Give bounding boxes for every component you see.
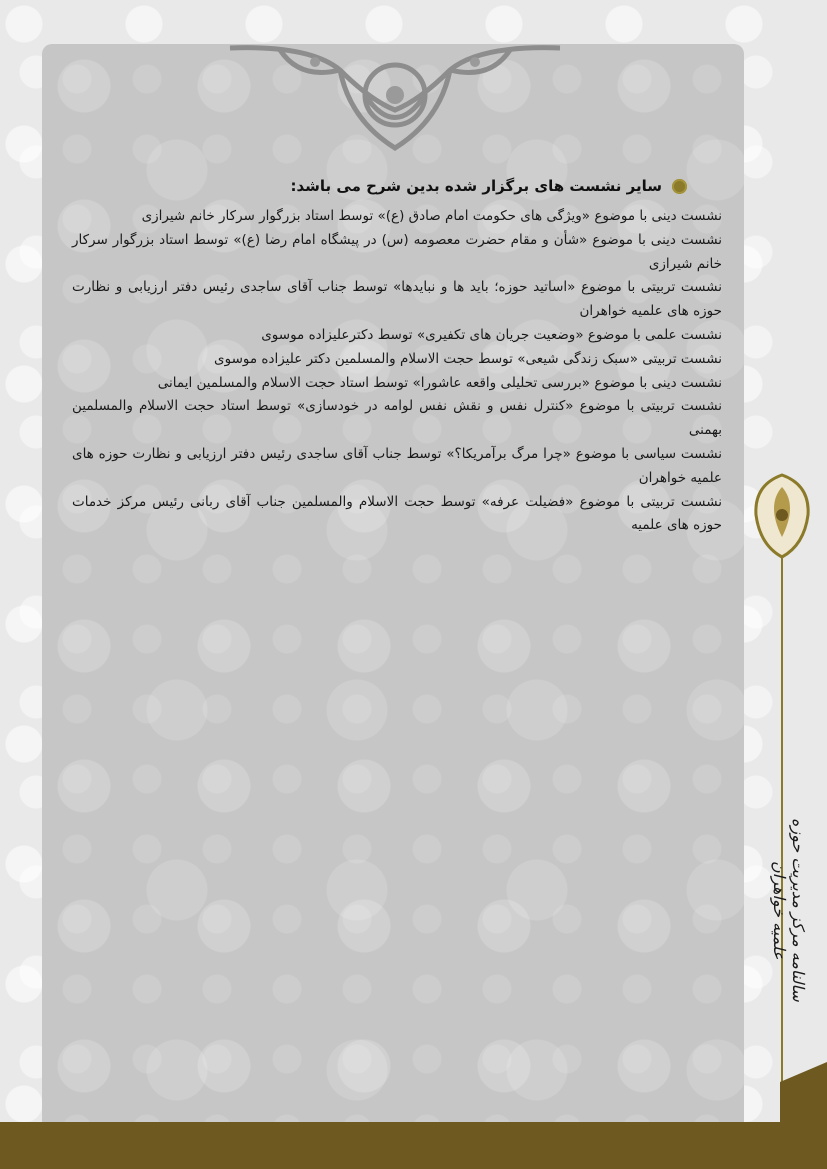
- session-item-1: نشست دینی با موضوع «ویژگی های حکومت امام صادق (ع)» توسط استاد بزرگوار سرکار خانم شیرازی: [141, 208, 722, 224]
- session-item-3: نشست تربیتی با موضوع «اساتید حوزه؛ باید ها و نبایدها» توسط جناب آقای ساجدی رئیس دفتر ارزیابی و نظارت حوزه های علمیه خواهران: [72, 279, 722, 320]
- session-item-5: نشست تربیتی «سبک زندگی شیعی» توسط حجت الاسلام والمسلمین دکتر علیزاده موسوی: [214, 350, 722, 367]
- session-item-4: نشست علمی با موضوع «وضعیت جریان های تکفیری» توسط دکترعلیزاده موسوی: [261, 326, 722, 343]
- session-item-8: نشست سیاسی با موضوع «چرا مرگ برآمریکا؟» توسط جناب آقای ساجدی رئیس دفتر ارزیابی و نظارت حوزه های علمیه خواهران: [72, 445, 722, 486]
- sessions-list: [72, 205, 722, 538]
- session-item-2: نشست دینی با موضوع «شأن و مقام حضرت معصومه (س) در پیشگاه امام رضا (ع)» توسط استاد بزرگوار سرکار خانم شیرازی: [72, 231, 722, 272]
- footer-band: [0, 1122, 827, 1169]
- section-heading-row: [291, 177, 687, 195]
- section-heading: سایر نشست های برگزار شده بدین شرح می باشد:: [290, 177, 662, 195]
- session-item-7: نشست تربیتی با موضوع «کنترل نفس و نقش نفس لوامه در خودسازی» توسط استاد حجت الاسلام والمسلمین بهمنی: [72, 398, 722, 439]
- session-item-9: نشست تربیتی با موضوع «فضیلت عرفه» توسط حجت الاسلام والمسلمین جناب آقای ربانی رئیس مرکز خدمات حوزه های علمیه: [72, 493, 722, 534]
- heading-bullet-icon: [672, 179, 687, 194]
- top-arabesque-ornament: [220, 40, 570, 160]
- session-item-6: نشست دینی با موضوع «بررسی تحلیلی واقعه عاشورا» توسط استاد حجت الاسلام والمسلمین ایمانی: [157, 374, 722, 391]
- side-caption: سالنامه مرکز مدیریت حوزه علمیه خواهران: [770, 818, 808, 1002]
